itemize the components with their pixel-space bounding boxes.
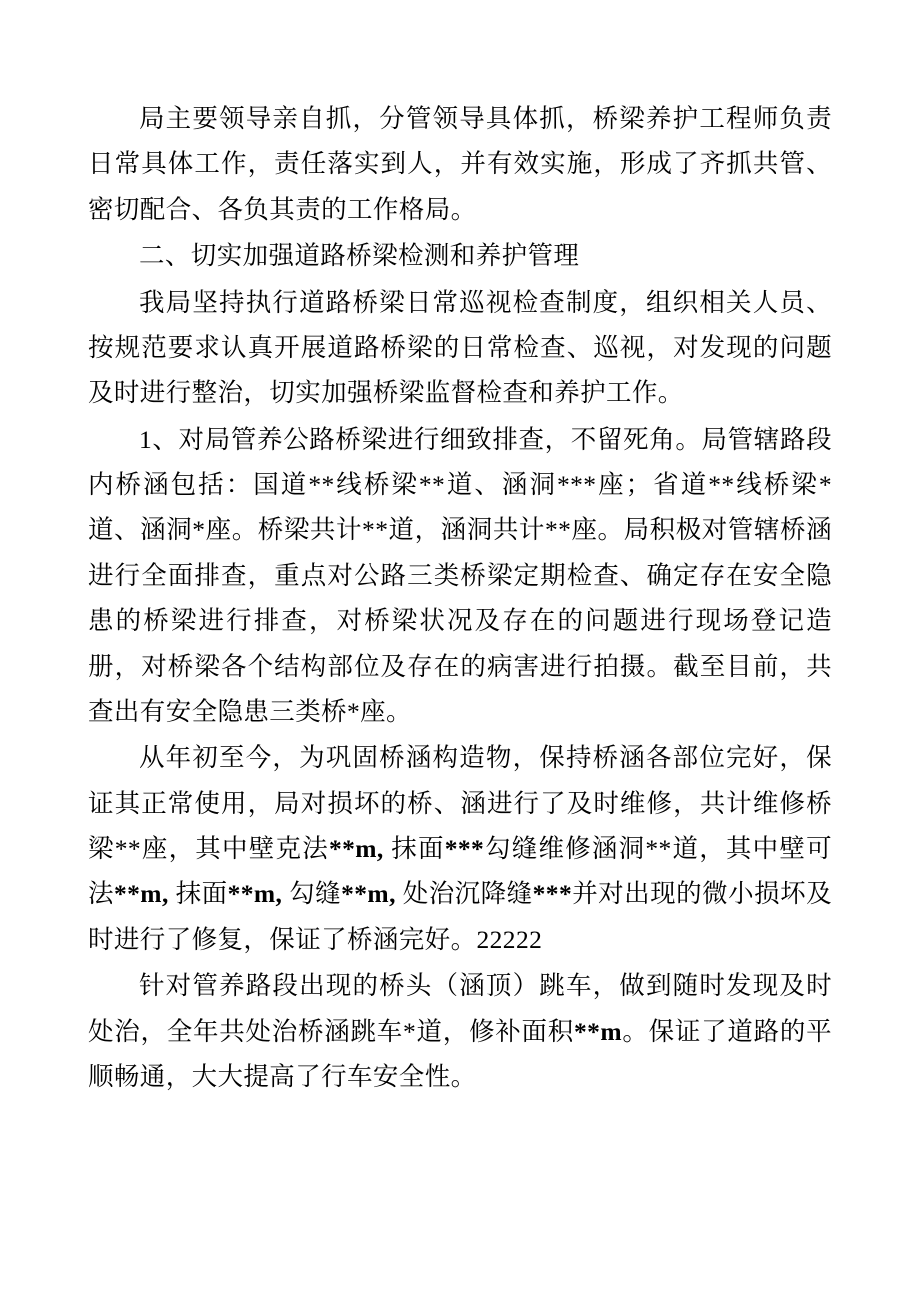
text-run: 处治沉降缝 <box>395 879 533 909</box>
text-run-bold: **m, <box>114 879 169 909</box>
text-run: 勾缝维修涵洞**道，其中壁可法 <box>88 834 832 909</box>
paragraph-bump-treatment <box>88 963 832 1099</box>
text-run-bold: **m, <box>227 879 283 909</box>
text-run: 并对出现的微小损坏及时进行了修复，保证了桥涵完好。22222 <box>88 879 832 954</box>
text-run: 。保证了道路的平顺畅通，大大提高了行车安全性。 <box>88 1016 832 1091</box>
text-run-bold: **m, <box>328 834 384 863</box>
paragraph-maintenance-stats <box>88 735 832 962</box>
text-run: 抹面 <box>383 834 445 863</box>
text-run-bold: *** <box>444 834 485 863</box>
paragraph-leadership: 局主要领导亲自抓，分管领导具体抓，桥梁养护工程师负责日常具体工作，责任落实到人，并有效实施，形成了齐抓共管、密切配合、各负其责的工作格局。 <box>88 104 832 224</box>
text-run: 抹面 <box>168 879 228 909</box>
text-run: 从年初至今，为巩固桥涵构造物，保持桥涵各部位完好，保证其正常使用，局对损坏的桥、涵进行了及时维修，共计维修桥梁**座，其中壁克法 <box>88 743 832 863</box>
paragraph-item-one: 1、对局管养公路桥梁进行细致排查，不留死角。局管辖路段内桥涵包括：国道**线桥梁**道、涵洞***座；省道**线桥梁*道、涵洞*座。桥梁共计**道，涵洞共计**座。局积极对管辖桥涵进行全面排查，重点对公路三类桥梁定期检查、确定存在安全隐患的桥梁进行排查，对桥梁状况及存在的问题进行现场登记造册，对桥梁各个结构部位及存在的病害进行拍摄。截至目前，共查出有安全隐患三类桥*座。 <box>88 424 832 726</box>
document-body <box>88 96 832 1099</box>
text-run: 勾缝 <box>282 879 342 909</box>
paragraph-inspection-system: 我局坚持执行道路桥梁日常巡视检查制度，组织相关人员、按规范要求认真开展道路桥梁的日常检查、巡视，对发现的问题及时进行整治，切实加强桥梁监督检查和养护工作。 <box>88 287 832 408</box>
section-heading-two: 二、切实加强道路桥梁检测和养护管理 <box>139 241 580 271</box>
text-run-bold: *** <box>532 879 573 909</box>
text-run: 针对管养路段出现的桥头（涵顶）跳车，做到随时发现及时处治，全年共处治桥涵跳车*道，修补面积 <box>88 971 832 1046</box>
text-run-bold: **m, <box>341 879 396 909</box>
text-run-bold: **m <box>574 1016 622 1046</box>
